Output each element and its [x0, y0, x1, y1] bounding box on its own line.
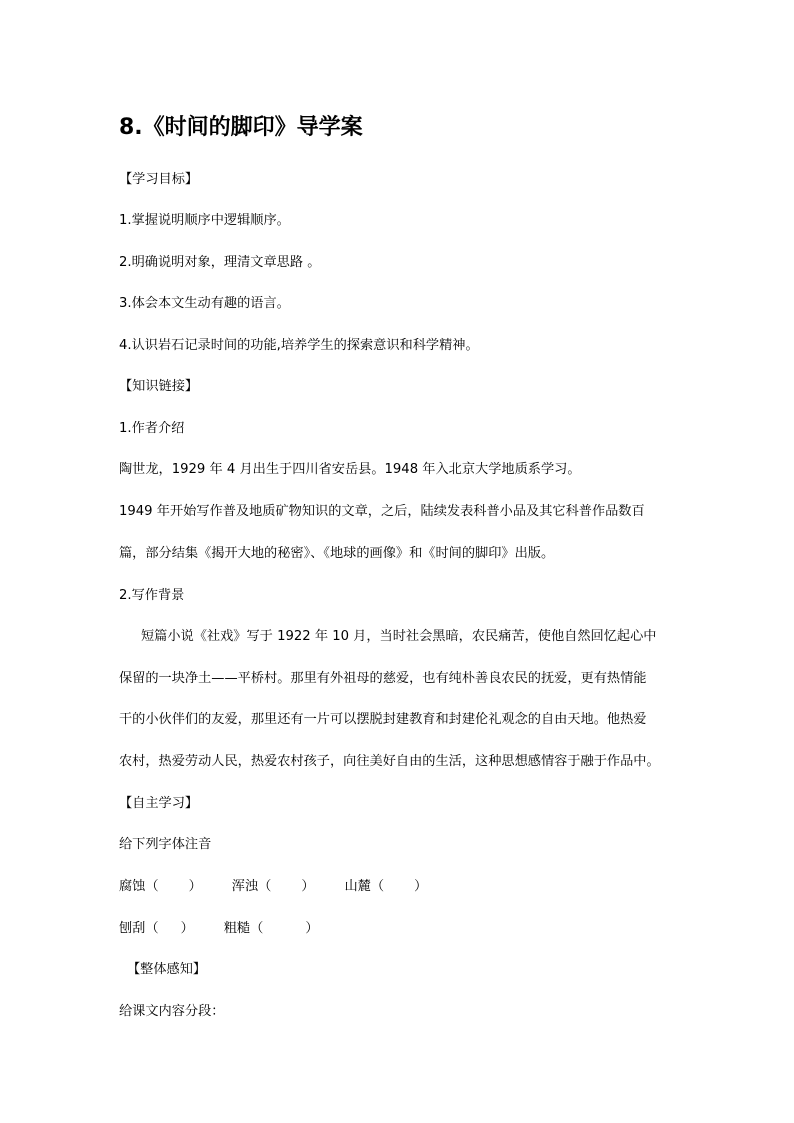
self-study-instruction: 给下列字体注音 [119, 837, 212, 852]
background-heading: 2.写作背景 [119, 588, 185, 603]
paren-close: ） [180, 921, 194, 936]
paren-open: （ [145, 879, 159, 894]
paren-open: （ [370, 879, 385, 894]
paren-open: （ [258, 879, 272, 894]
paren-open: （ [250, 921, 264, 936]
overall-instruction: 给课文内容分段： [119, 1004, 225, 1019]
paren-open: （ [145, 921, 159, 936]
goal-item-2: 2.明确说明对象，理清文章思路 。 [119, 255, 321, 270]
background-line-2: 保留的一块净土——平桥村。那里有外祖母的慈爱，也有纯朴善良农民的抚爱，更有热情能 [119, 671, 647, 686]
goals-heading: 【学习目标】 [119, 172, 199, 187]
pinyin-row-2 [119, 920, 319, 938]
background-line-3: 干的小伙伴们的友爱，那里还有一片可以摆脱封建教育和封建伦礼观念的自由天地。他热爱 [119, 712, 647, 727]
page-title: 8.《时间的脚印》导学案 [119, 115, 363, 140]
paren-close: ） [414, 879, 428, 894]
pinyin-row-1 [119, 878, 427, 896]
word-label: 浑浊 [231, 879, 259, 894]
paren-close: ） [301, 879, 315, 894]
word-label: 山麓 [344, 879, 371, 894]
author-heading: 1.作者介绍 [119, 421, 185, 436]
paren-close: ） [188, 879, 202, 894]
word-label: 粗糙 [223, 921, 251, 936]
background-line-1: 短篇小说《社戏》写于 1922 年 10 月，当时社会黑暗，农民痛苦，使他自然回忆起心中 [141, 629, 657, 644]
goal-item-3: 3.体会本文生动有趣的语言。 [119, 296, 290, 311]
goal-item-4: 4.认识岩石记录时间的功能,培养学生的探索意识和科学精神。 [119, 338, 479, 353]
goal-item-1: 1.掌握说明顺序中逻辑顺序。 [119, 213, 290, 228]
author-line-1: 陶世龙，1929 年 4 月出生于四川省安岳县。1948 年入北京大学地质系学习。 [119, 462, 581, 477]
paren-close: ） [305, 921, 319, 936]
overall-heading: 【整体感知】 [127, 962, 207, 977]
word-label: 腐蚀 [119, 879, 146, 894]
self-study-heading: 【自主学习】 [119, 796, 199, 811]
author-line-3: 篇，部分结集《揭开大地的秘密》、《地球的画像》和《时间的脚印》出版。 [119, 546, 555, 561]
knowledge-heading: 【知识链接】 [119, 379, 199, 394]
background-line-4: 农村，热爱劳动人民，热爱农村孩子，向往美好自由的生活，这种思想感情容于融于作品中。 [119, 754, 660, 769]
author-line-2: 1949 年开始写作普及地质矿物知识的文章，之后，陆续发表科普小品及其它科普作品数百 [119, 504, 645, 519]
word-label: 刨刮 [119, 921, 146, 936]
